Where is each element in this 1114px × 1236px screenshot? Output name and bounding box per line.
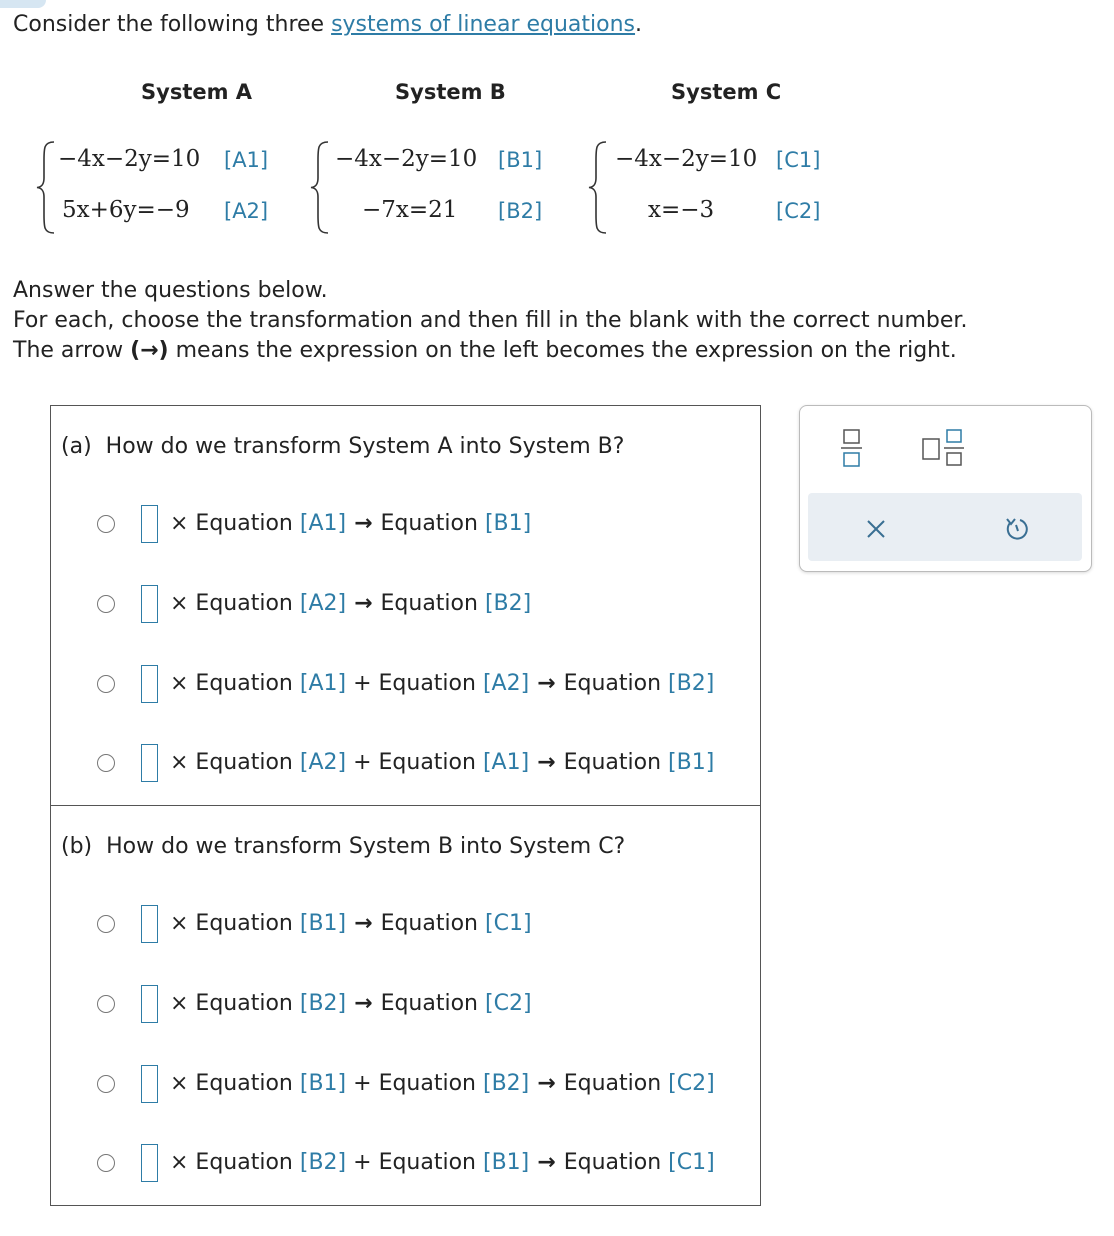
- result-ref: [C1]: [485, 911, 532, 936]
- equation-label: Equation: [563, 1150, 662, 1175]
- systems-link[interactable]: systems of linear equations: [331, 12, 636, 37]
- equation-ref: [A2]: [299, 591, 347, 616]
- number-blank-input[interactable]: [141, 505, 158, 543]
- brace-icon: [34, 140, 60, 235]
- equation-label: Equation: [378, 750, 476, 775]
- arrow-icon: →: [537, 671, 556, 696]
- undo-button[interactable]: [998, 511, 1034, 547]
- close-icon: [858, 511, 894, 547]
- instructions-line-2: For each, choose the transformation and then fill in the blank with the correct number.: [13, 308, 968, 333]
- option-text: [170, 511, 531, 536]
- tag-c1: [C1]: [776, 148, 821, 172]
- equation-label: Equation: [380, 911, 478, 936]
- equation-label: Equation: [378, 671, 476, 696]
- instructions-line-3-prefix: The arrow: [13, 338, 131, 363]
- times-equation-label: × Equation: [170, 1150, 293, 1175]
- radio-button[interactable]: [97, 754, 115, 772]
- equation-ref: [A1]: [482, 750, 530, 775]
- equation-ref: [B1]: [299, 1071, 347, 1096]
- arrow-icon: →: [537, 750, 556, 775]
- math-toolbox: [799, 405, 1092, 572]
- tag-a1: [A1]: [224, 148, 269, 172]
- radio-button[interactable]: [97, 675, 115, 693]
- fraction-button[interactable]: [836, 426, 868, 472]
- result-ref: [C2]: [668, 1071, 715, 1096]
- instructions: [13, 276, 967, 366]
- top-corner-tab: [0, 0, 46, 8]
- number-blank-input[interactable]: [141, 905, 158, 943]
- mixed-number-button[interactable]: [920, 426, 968, 472]
- option-text: [170, 1071, 715, 1096]
- question-a-letter: (a): [61, 434, 92, 459]
- question-b-letter: (b): [61, 834, 93, 859]
- action-bar: [808, 493, 1082, 561]
- number-blank-input[interactable]: [141, 744, 158, 782]
- intro-suffix: .: [635, 12, 643, 37]
- instructions-line-1: Answer the questions below.: [13, 278, 328, 303]
- equation-ref: [B1]: [299, 911, 347, 936]
- equation-label: Equation: [563, 671, 662, 696]
- system-a: [34, 140, 284, 235]
- plus-sign: +: [353, 1071, 372, 1096]
- tag-b1: [B1]: [498, 148, 543, 172]
- question-b-prompt: [61, 834, 625, 859]
- result-ref: [C2]: [485, 991, 532, 1016]
- number-blank-input[interactable]: [141, 1144, 158, 1182]
- intro-prefix: Consider the following three: [13, 12, 332, 37]
- radio-button[interactable]: [97, 595, 115, 613]
- equation-ref: [A2]: [299, 750, 347, 775]
- equation-ref: [A2]: [482, 671, 530, 696]
- times-equation-label: × Equation: [170, 671, 293, 696]
- radio-button[interactable]: [97, 1075, 115, 1093]
- intro-text: [13, 12, 642, 37]
- times-equation-label: × Equation: [170, 911, 293, 936]
- option-text: [170, 671, 714, 696]
- times-equation-label: × Equation: [170, 750, 293, 775]
- result-ref: [B1]: [668, 750, 715, 775]
- radio-button[interactable]: [97, 1154, 115, 1172]
- system-a-title: System A: [141, 80, 253, 104]
- equation-label: Equation: [380, 591, 478, 616]
- equation-a1: −4x−2y=10: [58, 146, 201, 172]
- fraction-icon: [836, 426, 868, 472]
- arrow-icon: →: [354, 911, 373, 936]
- undo-icon: [998, 511, 1034, 547]
- equation-ref: [B1]: [483, 1150, 530, 1175]
- question-a-text: How do we transform System A into System B?: [105, 434, 625, 459]
- equation-ref: [B2]: [483, 1071, 530, 1096]
- question-a-prompt: [61, 434, 624, 459]
- tag-c2: [C2]: [776, 199, 821, 223]
- equation-ref: [B2]: [299, 1150, 347, 1175]
- question-b-text: How do we transform System B into System C?: [106, 834, 626, 859]
- radio-button[interactable]: [97, 915, 115, 933]
- system-b-title: System B: [395, 80, 506, 104]
- equation-label: Equation: [378, 1150, 476, 1175]
- times-equation-label: × Equation: [170, 1071, 293, 1096]
- mixed-number-icon: [920, 426, 968, 472]
- system-c: [586, 140, 836, 235]
- result-ref: [B2]: [484, 591, 532, 616]
- instructions-line-3: [13, 336, 967, 366]
- clear-button[interactable]: [858, 511, 894, 547]
- radio-button[interactable]: [97, 515, 115, 533]
- equation-ref: [A1]: [299, 671, 347, 696]
- plus-sign: +: [353, 1150, 372, 1175]
- option-text: [170, 750, 714, 775]
- system-c-title: System C: [671, 80, 782, 104]
- equation-c2: x=−3: [648, 197, 715, 223]
- times-equation-label: × Equation: [170, 511, 293, 536]
- arrow-icon: →: [354, 591, 373, 616]
- option-text: [170, 911, 532, 936]
- equation-label: Equation: [563, 750, 662, 775]
- equation-label: Equation: [380, 511, 478, 536]
- radio-button[interactable]: [97, 995, 115, 1013]
- equation-b1: −4x−2y=10: [335, 146, 478, 172]
- equation-label: Equation: [380, 991, 478, 1016]
- tag-a2: [A2]: [224, 199, 269, 223]
- question-a-panel: [50, 405, 761, 806]
- equation-ref: [A1]: [299, 511, 347, 536]
- instructions-line-3-suffix: means the expression on the left becomes the expression on the right.: [168, 338, 957, 363]
- number-blank-input[interactable]: [141, 665, 158, 703]
- arrow-icon: →: [354, 991, 373, 1016]
- arrow-legend: (→): [130, 338, 169, 363]
- number-blank-input[interactable]: [141, 985, 158, 1023]
- times-equation-label: × Equation: [170, 591, 293, 616]
- equation-b2: −7x=21: [362, 197, 458, 223]
- times-equation-label: × Equation: [170, 991, 293, 1016]
- equation-ref: [B2]: [299, 991, 347, 1016]
- plus-sign: +: [353, 750, 372, 775]
- option-text: [170, 591, 531, 616]
- equation-a2: 5x+6y=−9: [62, 197, 190, 223]
- equation-label: Equation: [563, 1071, 662, 1096]
- question-b-panel: [50, 805, 761, 1206]
- brace-icon: [586, 140, 612, 235]
- arrow-icon: →: [537, 1071, 556, 1096]
- plus-sign: +: [353, 671, 372, 696]
- result-ref: [B2]: [668, 671, 715, 696]
- equation-c1: −4x−2y=10: [615, 146, 758, 172]
- equation-label: Equation: [378, 1071, 476, 1096]
- tag-b2: [B2]: [498, 199, 543, 223]
- option-text: [170, 991, 532, 1016]
- result-ref: [C1]: [668, 1150, 715, 1175]
- option-text: [170, 1150, 715, 1175]
- number-blank-input[interactable]: [141, 585, 158, 623]
- brace-icon: [308, 140, 334, 235]
- number-blank-input[interactable]: [141, 1065, 158, 1103]
- arrow-icon: →: [354, 511, 373, 536]
- arrow-icon: →: [537, 1150, 556, 1175]
- result-ref: [B1]: [484, 511, 532, 536]
- system-b: [308, 140, 558, 235]
